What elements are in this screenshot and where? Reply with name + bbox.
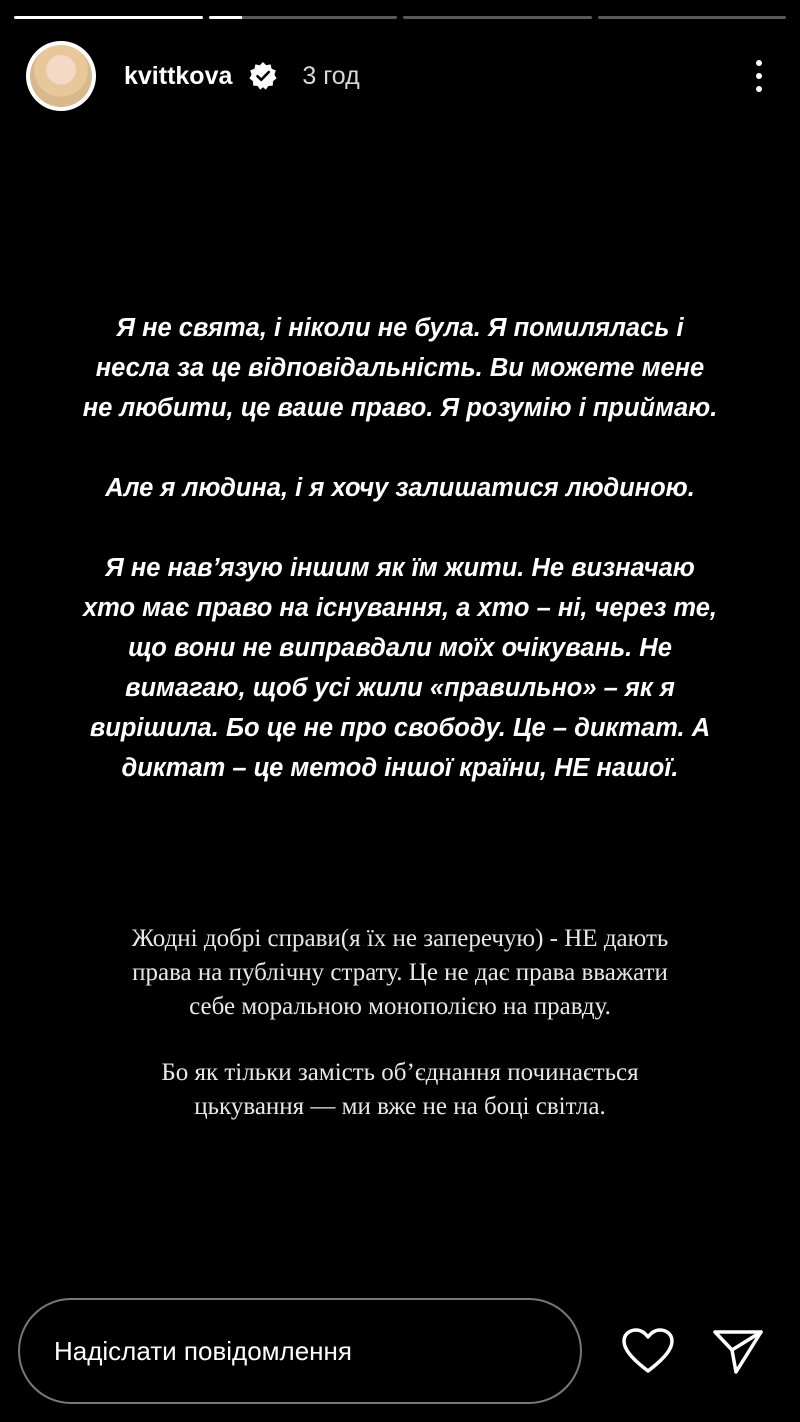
progress-segment [209, 16, 398, 19]
progress-segment [403, 16, 592, 19]
verified-badge-icon [248, 61, 278, 91]
heart-icon[interactable] [618, 1321, 678, 1381]
avatar-image [30, 45, 92, 107]
story-serif-paragraph: Бо як тільки замість об’єднання починається цькування — ми вже не на боці світла. [161, 1059, 639, 1120]
username[interactable]: kvittkova [124, 61, 233, 90]
story-header [26, 40, 774, 112]
story-progress-bar [14, 16, 786, 19]
story-serif-text [40, 922, 760, 1156]
reply-input[interactable] [18, 1298, 582, 1404]
post-time: 3 год [302, 61, 360, 90]
story-paragraph: Я не нав’язую іншим як їм жити. Не визначаю хто має право на існування, а хто – ні, через те, що вони не виправдали моїх очікувань. Не вимагаю, щоб усі жили «правильно» – як я вирішила. Бо це не про свободу. Це – диктат. А диктат – це метод іншої країни, НЕ нашої. [82, 554, 718, 782]
progress-segment [598, 16, 787, 19]
send-icon[interactable] [708, 1321, 768, 1381]
story-paragraph: Я не свята, і ніколи не була. Я помилялась і несла за це відповідальність. Ви можете мене не любити, це ваше право. Я розумію і приймаю. [82, 314, 718, 422]
reply-placeholder: Надіслати повідомлення [54, 1335, 352, 1366]
progress-segment [14, 16, 203, 19]
story-paragraph: Але я людина, і я хочу залишатися людиною. [105, 474, 695, 502]
more-vertical-icon[interactable] [744, 56, 774, 96]
story-text [40, 308, 760, 828]
story-serif-paragraph: Жодні добрі справи(я їх не заперечую) - НЕ дають права на публічну страту. Це не дає права вважати себе моральною монополією на правду. [131, 925, 669, 1020]
avatar[interactable] [26, 41, 96, 111]
